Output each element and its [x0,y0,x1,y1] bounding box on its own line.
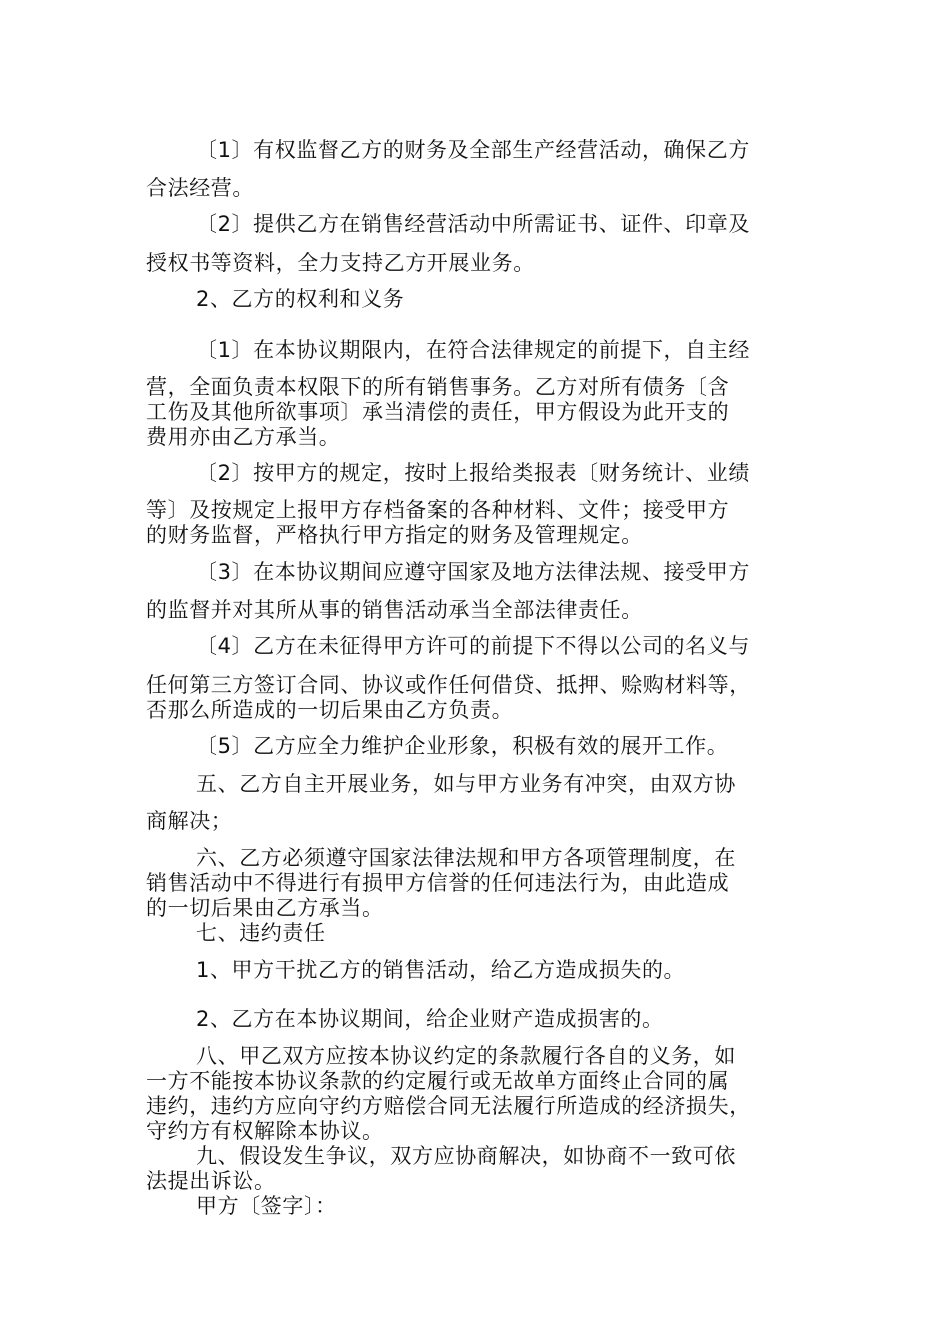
paragraph-line: 销售活动中不得进行有损甲方信誉的任何违法行为，由此造成 [146,871,730,895]
paragraph-line: 的一切后果由乙方承当。 [146,896,384,920]
paragraph-line: 等〕及按规定上报甲方存档备案的各种材料、文件；接受甲方 [146,498,730,522]
paragraph-line: 守约方有权解除本协议。 [146,1119,384,1143]
paragraph-line: 一方不能按本协议条款的约定履行或无故单方面终止合同的属 [146,1069,730,1093]
paragraph-line: 〔5〕乙方应全力维护企业形象，积极有效的展开工作。 [196,734,729,758]
paragraph-line: 〔1〕有权监督乙方的财务及全部生产经营活动，确保乙方 [196,138,750,162]
paragraph-line: 〔2〕提供乙方在销售经营活动中所需证书、证件、印章及 [196,212,750,236]
paragraph-line: 工伤及其他所欲事项〕承当清偿的责任，甲方假设为此开支的 [146,400,730,424]
section-heading: 七、违约责任 [196,921,326,945]
paragraph-line: 五、乙方自主开展业务，如与甲方业务有冲突，由双方协 [196,772,736,796]
paragraph-line: 法提出诉讼。 [146,1169,276,1193]
signature-label: 甲方〔签字〕： [196,1194,337,1218]
paragraph-line: 的监督并对其所从事的销售活动承当全部法律责任。 [146,598,643,622]
section-heading: 2、乙方的权利和义务 [196,287,405,311]
paragraph-line: 任何第三方签订合同、协议或作任何借贷、抵押、赊购材料等， [146,673,751,697]
paragraph-line: 营，全面负责本权限下的所有销售事务。乙方对所有债务〔含 [146,375,730,399]
paragraph-line: 〔3〕在本协议期间应遵守国家及地方法律法规、接受甲方 [196,560,750,584]
paragraph-line: 授权书等资料，全力支持乙方开展业务。 [146,251,535,275]
paragraph-line: 〔4〕乙方在未征得甲方许可的前提下不得以公司的名义与 [196,634,750,658]
paragraph-line: 〔2〕按甲方的规定，按时上报给类报表〔财务统计、业绩 [196,461,750,485]
paragraph-line: 九、假设发生争议，双方应协商解决，如协商不一致可依 [196,1144,736,1168]
paragraph-line: 合法经营。 [146,176,254,200]
paragraph-line: 的财务监督，严格执行甲方指定的财务及管理规定。 [146,523,643,547]
paragraph-line: 1、甲方干扰乙方的销售活动，给乙方造成损失的。 [196,958,686,982]
paragraph-line: 八、甲乙双方应按本协议约定的条款履行各自的义务，如 [196,1044,736,1068]
paragraph-line: 违约，违约方应向守约方赔偿合同无法履行所造成的经济损失， [146,1094,751,1118]
paragraph-line: 六、乙方必须遵守国家法律法规和甲方各项管理制度，在 [196,846,736,870]
paragraph-line: 费用亦由乙方承当。 [146,425,341,449]
paragraph-line: 商解决； [146,809,233,833]
paragraph-line: 否那么所造成的一切后果由乙方负责。 [146,698,514,722]
paragraph-line: 〔1〕在本协议期限内，在符合法律规定的前提下，自主经 [196,338,750,362]
paragraph-line: 2、乙方在本协议期间，给企业财产造成损害的。 [196,1007,664,1031]
